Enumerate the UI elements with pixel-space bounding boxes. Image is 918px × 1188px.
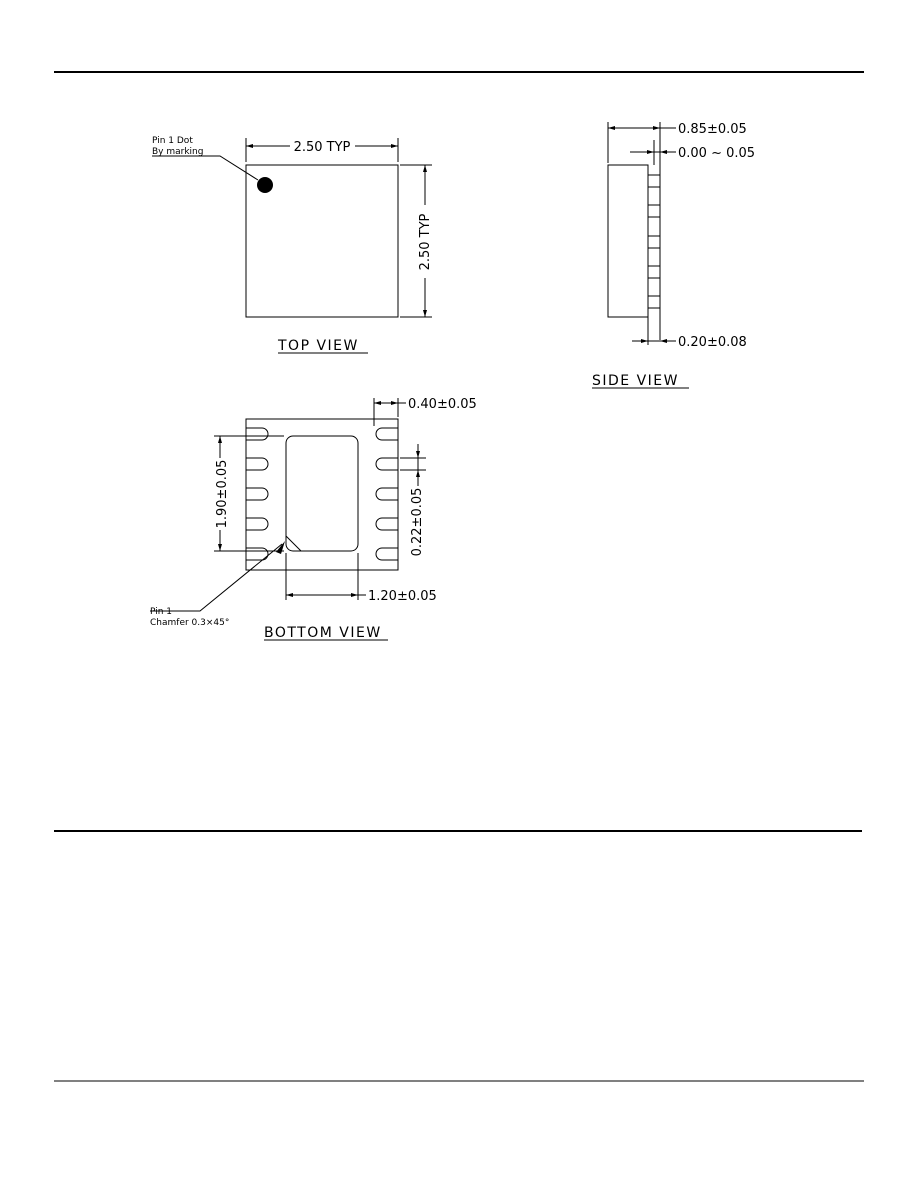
arrowhead — [286, 593, 293, 597]
bottom-lead — [376, 518, 398, 530]
bottom-view-body — [246, 419, 398, 570]
arrowhead — [391, 401, 398, 405]
top-width-dim: 2.50 TYP — [293, 140, 351, 155]
side-terminal — [648, 236, 660, 248]
bottom-pad-height-dim: 1.90±0.05 — [215, 459, 230, 529]
arrowhead — [416, 470, 420, 477]
side-thickness-dim: 0.85±0.05 — [678, 122, 747, 137]
chamfer-note-line1: Pin 1 — [150, 607, 173, 617]
chamfer-leader — [150, 544, 282, 611]
arrowhead — [423, 165, 427, 172]
side-view-title: SIDE VIEW — [592, 373, 679, 389]
arrowhead — [218, 436, 222, 443]
arrowhead — [374, 401, 381, 405]
arrowhead — [647, 150, 654, 154]
bottom-lead — [376, 548, 398, 560]
arrowhead — [391, 144, 398, 148]
side-terminal — [648, 205, 660, 217]
top-view — [152, 136, 433, 354]
arrowhead — [246, 144, 253, 148]
arrowhead — [641, 339, 648, 343]
side-terminal-dim: 0.20±0.08 — [678, 335, 747, 350]
side-standoff-dim: 0.00 ~ 0.05 — [678, 146, 756, 161]
bottom-lead-length-dim: 0.40±0.05 — [408, 397, 477, 412]
bottom-lead — [246, 428, 268, 440]
bottom-view-title: BOTTOM VIEW — [264, 625, 382, 641]
arrowhead — [660, 339, 667, 343]
bottom-view — [150, 397, 477, 641]
pin1-dot — [257, 177, 273, 193]
bottom-lead — [246, 488, 268, 500]
side-view — [592, 122, 755, 389]
bottom-lead-width-dim: 0.22±0.05 — [410, 487, 425, 557]
bottom-lead — [246, 458, 268, 470]
side-terminal — [648, 296, 660, 308]
arrowhead — [218, 544, 222, 551]
bottom-lead — [376, 428, 398, 440]
pin1-leader — [152, 156, 258, 180]
bottom-pad-width-dim: 1.20±0.05 — [368, 589, 437, 604]
side-terminal — [648, 175, 660, 187]
arrowhead — [660, 150, 667, 154]
bottom-lead — [246, 518, 268, 530]
pin1-note-line1: Pin 1 Dot — [152, 136, 193, 146]
arrowhead — [351, 593, 358, 597]
top-view-title: TOP VIEW — [278, 338, 359, 354]
pin1-note-line2: By marking — [152, 147, 204, 157]
arrowhead — [653, 126, 660, 130]
exposed-pad — [286, 436, 358, 551]
bottom-lead — [376, 488, 398, 500]
arrowhead — [416, 451, 420, 458]
arrowhead — [423, 310, 427, 317]
top-height-dim: 2.50 TYP — [418, 213, 433, 271]
side-view-body — [608, 165, 648, 317]
arrowhead — [608, 126, 615, 130]
bottom-lead — [376, 458, 398, 470]
chamfer-note-line2: Chamfer 0.3×45° — [150, 618, 230, 628]
side-terminal — [648, 266, 660, 278]
